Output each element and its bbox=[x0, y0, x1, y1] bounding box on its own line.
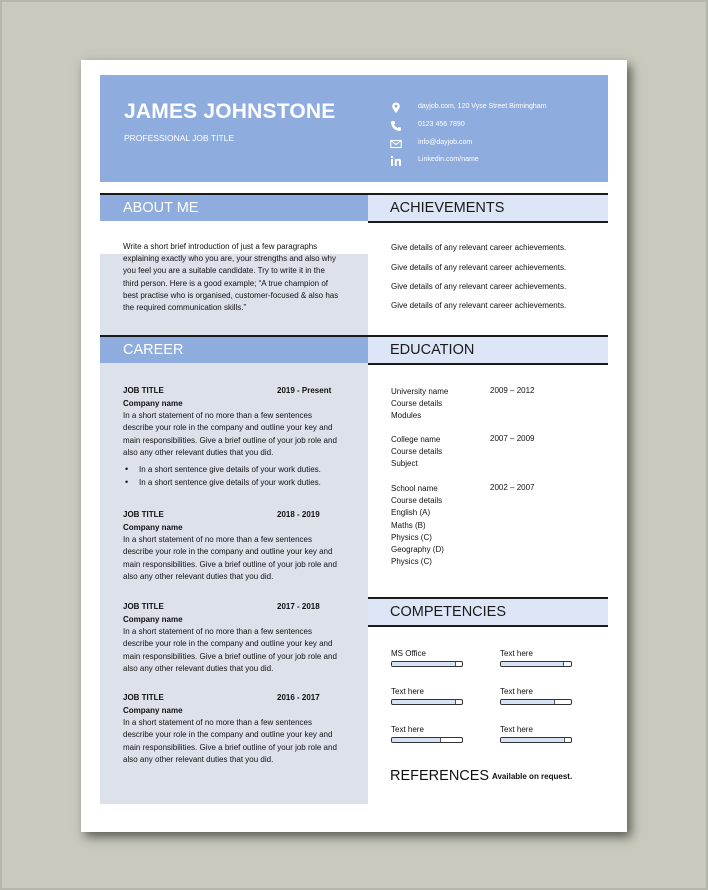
job-description: In a short statement of no more than a few sentences describe your role in the company and outline your key and main responsibilities. Give a brief outline of your job role and also any other relevant duties that you did. bbox=[123, 718, 337, 764]
competency-item bbox=[500, 687, 590, 705]
competency-bar bbox=[391, 661, 463, 667]
linkedin-icon bbox=[390, 155, 402, 167]
contact-email bbox=[390, 138, 600, 152]
about-line: you feel you are a suitable candidate. Try to write it in the bbox=[123, 266, 325, 276]
education-line: Course details bbox=[391, 399, 443, 409]
about-me-heading-bar bbox=[100, 193, 368, 221]
competency-bar bbox=[391, 699, 463, 705]
job-dates: 2017 - 2018 bbox=[277, 602, 320, 611]
location-pin-icon bbox=[390, 102, 402, 114]
company-name: Company name bbox=[123, 523, 183, 532]
education-line: Course details bbox=[391, 496, 443, 506]
resume-page bbox=[81, 60, 627, 832]
competency-fill bbox=[392, 700, 456, 704]
job-description: In a short statement of no more than a few sentences describe your role in the company and outline your key and main responsibilities. Give a brief outline of your job role and also any other relevant duties that you did. bbox=[123, 627, 337, 673]
achievement-item: Give details of any relevant career achievements. bbox=[391, 301, 567, 310]
competency-label: Text here bbox=[391, 687, 424, 696]
competency-label: Text here bbox=[391, 725, 424, 734]
education-line: English (A) bbox=[391, 508, 431, 518]
career-entry bbox=[123, 386, 359, 489]
competency-fill bbox=[501, 700, 555, 704]
competencies-heading: COMPETENCIES bbox=[390, 604, 507, 620]
competency-item bbox=[500, 649, 590, 667]
education-line: Subject bbox=[391, 459, 418, 469]
education-years: 2002 – 2007 bbox=[490, 483, 535, 492]
career-heading: CAREER bbox=[123, 342, 184, 358]
achievement-item: Give details of any relevant career achievements. bbox=[391, 263, 567, 272]
contact-address bbox=[390, 102, 600, 116]
about-line: Write a short brief introduction of just a few paragraphs bbox=[123, 242, 318, 251]
about-me-text bbox=[123, 241, 355, 314]
education-divider bbox=[368, 363, 608, 365]
job-title: JOB TITLE bbox=[123, 510, 164, 519]
achievements-divider bbox=[368, 221, 608, 223]
references-text: Available on request. bbox=[492, 772, 573, 781]
competency-label: MS Office bbox=[391, 649, 426, 658]
education-line: Geography (D) bbox=[391, 545, 444, 555]
education-heading-bar bbox=[368, 335, 608, 363]
duty-list bbox=[123, 463, 359, 489]
competency-item bbox=[391, 649, 481, 667]
education-heading: EDUCATION bbox=[390, 342, 475, 358]
achievements-heading-bar bbox=[368, 193, 608, 221]
duty-item: • In a short sentence give details of your work duties. bbox=[123, 476, 359, 489]
company-name: Company name bbox=[123, 615, 183, 624]
about-line: explaining exactly who you are, your strengths and also why bbox=[123, 254, 337, 264]
job-dates: 2018 - 2019 bbox=[277, 510, 320, 519]
about-line: best practise who is organised, customer-focused & also has bbox=[123, 290, 339, 300]
duty-item: • In a short sentence give details of your work duties. bbox=[123, 463, 359, 476]
professional-title: PROFESSIONAL JOB TITLE bbox=[124, 133, 235, 143]
email-text[interactable]: info@dayjob.com bbox=[418, 139, 473, 146]
career-entry bbox=[123, 693, 359, 766]
job-title: JOB TITLE bbox=[123, 386, 164, 395]
company-name: Company name bbox=[123, 706, 183, 715]
about-me-heading: ABOUT ME bbox=[123, 200, 199, 216]
competency-bar bbox=[391, 737, 463, 743]
linkedin-text[interactable]: Linkedin.com/name bbox=[418, 156, 479, 163]
achievement-item: Give details of any relevant career achievements. bbox=[391, 243, 567, 252]
education-years: 2009 – 2012 bbox=[490, 386, 535, 395]
competency-label: Text here bbox=[500, 649, 533, 658]
job-dates: 2019 - Present bbox=[277, 386, 332, 395]
achievement-item: Give details of any relevant career achievements. bbox=[391, 282, 567, 291]
education-line: Physics (C) bbox=[391, 532, 432, 542]
competency-fill bbox=[501, 662, 564, 666]
contact-phone bbox=[390, 120, 600, 134]
phone-icon bbox=[390, 120, 402, 132]
competency-bar bbox=[500, 661, 572, 667]
competency-bar bbox=[500, 699, 572, 705]
competency-item bbox=[391, 687, 481, 705]
education-entry bbox=[391, 483, 591, 568]
institution-name: College name bbox=[391, 435, 441, 444]
references-heading: REFERENCES bbox=[390, 768, 490, 784]
about-line: the required communication skills.” bbox=[123, 303, 247, 313]
education-line: Physics (C) bbox=[391, 557, 432, 567]
education-years: 2007 – 2009 bbox=[490, 434, 535, 443]
job-title: JOB TITLE bbox=[123, 693, 164, 702]
competency-item bbox=[500, 725, 590, 743]
competency-fill bbox=[392, 662, 456, 666]
competencies-divider bbox=[368, 625, 608, 627]
institution-name: University name bbox=[391, 387, 449, 396]
education-entry bbox=[391, 434, 591, 471]
contact-linkedin bbox=[390, 155, 600, 169]
job-description: In a short statement of no more than a few sentences describe your role in the company and outline your key and main responsibilities. Give a brief outline of your job role and also any other relevant duties that you did. bbox=[123, 411, 337, 457]
job-description: In a short statement of no more than a few sentences describe your role in the company and outline your key and main responsibilities. Give a brief outline of your job role and also any other relevant duties that you did. bbox=[123, 535, 337, 581]
address-text: dayjob.com, 120 Vyse Street Birmingham bbox=[418, 103, 547, 110]
institution-name: School name bbox=[391, 484, 438, 493]
job-dates: 2016 - 2017 bbox=[277, 693, 320, 702]
competency-fill bbox=[392, 738, 441, 742]
competency-label: Text here bbox=[500, 725, 533, 734]
phone-text: 0123 456 7890 bbox=[418, 121, 465, 128]
career-heading-bar bbox=[100, 335, 368, 363]
competency-fill bbox=[501, 738, 565, 742]
competencies-heading-bar bbox=[368, 597, 608, 625]
career-entry bbox=[123, 510, 359, 583]
company-name: Company name bbox=[123, 399, 183, 408]
education-entry bbox=[391, 386, 591, 423]
envelope-icon bbox=[390, 138, 402, 150]
competency-label: Text here bbox=[500, 687, 533, 696]
competency-bar bbox=[500, 737, 572, 743]
education-line: Maths (B) bbox=[391, 520, 426, 530]
about-line: third person. Here is a good example; “A true champion of bbox=[123, 278, 328, 288]
education-line: Course details bbox=[391, 447, 443, 457]
header-banner bbox=[100, 75, 608, 182]
competency-item bbox=[391, 725, 481, 743]
candidate-name: JAMES JOHNSTONE bbox=[124, 100, 336, 123]
career-entry bbox=[123, 602, 359, 675]
job-title: JOB TITLE bbox=[123, 602, 164, 611]
education-line: Modules bbox=[391, 411, 422, 421]
achievements-heading: ACHIEVEMENTS bbox=[390, 200, 505, 216]
